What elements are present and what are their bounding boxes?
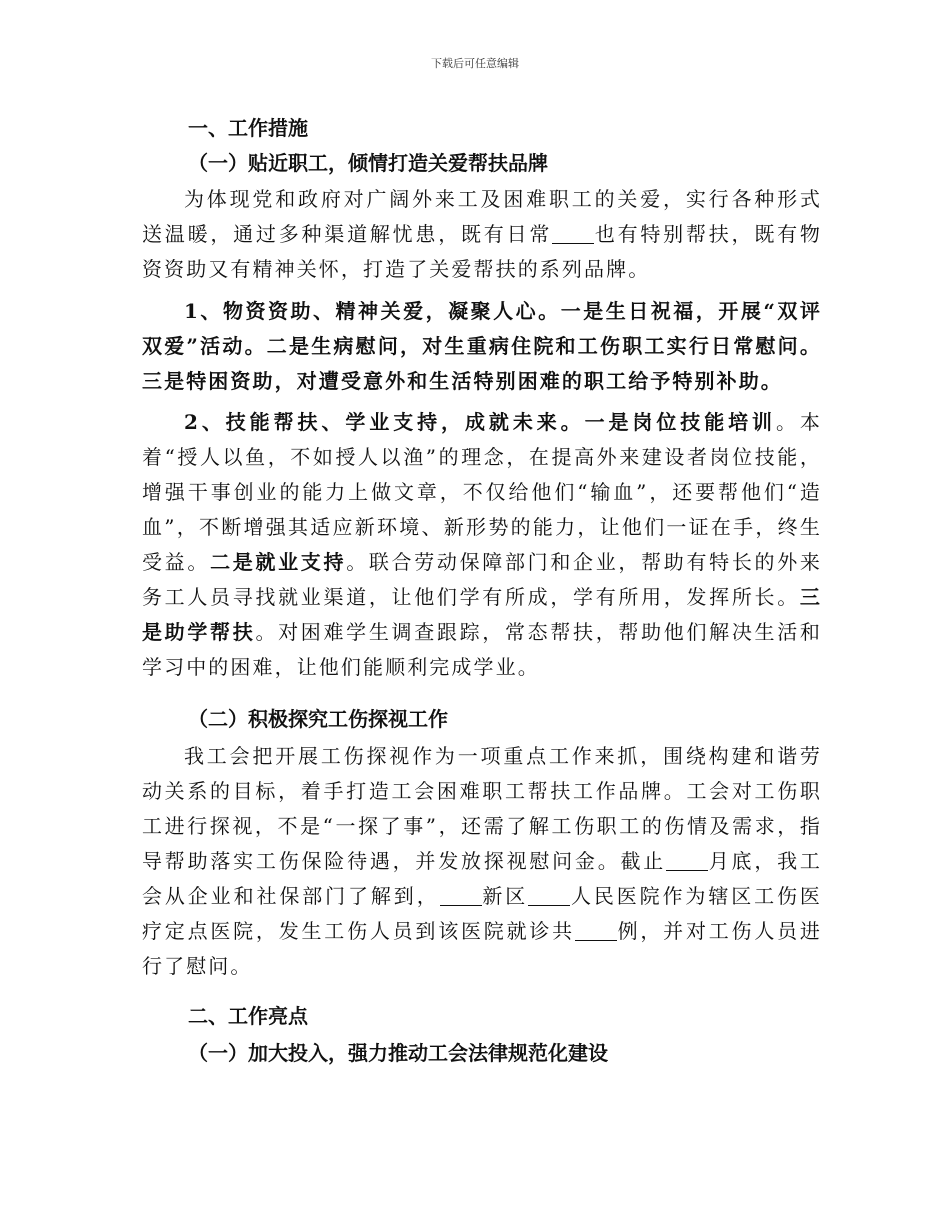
paragraph-4-text-c: 新区 bbox=[481, 884, 529, 908]
paragraph-4-text-d: 人民医院作为辖区工伤医疗定点医院，发生工伤人员到该医院就诊共 bbox=[142, 884, 822, 943]
paragraph-4-text-b: 月底，我工会从企业和社保部门了解到， bbox=[142, 849, 822, 908]
blank-field bbox=[528, 885, 570, 906]
blank-field bbox=[440, 885, 482, 906]
paragraph-2: 1、物资资助、精神关爱，凝聚人心。一是生日祝福，开展“双评双爱”活动。二是生病慰问，对生重病住院和工伤职工实行日常慰问。三是特困资助，对遭受意外和生活特别困难的职工给予特别补助。 bbox=[142, 299, 822, 393]
blank-field bbox=[575, 920, 617, 941]
paragraph-3-text-3: 。对困难学生调查跟踪，常态帮扶，帮助他们解决生活和学习中的困难，让他们能顺利完成学业。 bbox=[142, 620, 823, 679]
subsection-heading-2: （二）积极探究工伤探视工作 bbox=[188, 707, 448, 731]
paragraph-3-text-1: 。本着“授人以鱼，不如授人以渔”的理念，在提高外来建设者岗位技能，增强干事创业的能力上做文章，不仅给他们“输血”，还要帮他们“造血”，不断增强其适应新环境、新形势的能力，让他们一证在手，终生受益。 bbox=[142, 410, 822, 574]
section-heading-1: 一、工作措施 bbox=[188, 116, 308, 140]
paragraph-3-text-2: 。联合劳动保障部门和企业，帮助有特长的外来务工人员寻找就业渠道，让他们学有所成，学有所用，发挥所长。 bbox=[142, 550, 822, 609]
paragraph-4 bbox=[142, 739, 822, 984]
blank-field bbox=[666, 850, 708, 871]
paragraph-1-text-a: 为体现党和政府对广阔外来工及困难职工的关爱，实行各种形式送温暖，通过多种渠道解忧患，既有日常 bbox=[142, 187, 822, 246]
section-heading-2: 二、工作亮点 bbox=[188, 1004, 308, 1028]
paragraph-4-text-e: 例，并对工伤人员进行了慰问。 bbox=[142, 919, 822, 978]
paragraph-3 bbox=[142, 405, 822, 685]
paragraph-1-text-b: 也有特别帮扶，既有物资资助又有精神关怀，打造了关爱帮扶的系列品牌。 bbox=[142, 222, 822, 281]
paragraph-4-text-a: 我工会把开展工伤探视作为一项重点工作来抓，围绕构建和谐劳动关系的目标，着手打造工会困难职工帮扶工作品牌。工会对工伤职工进行探视，不是“一探了事”，还需了解工伤职工的伤情及需求，指导帮助落实工伤保险待遇，并发放探视慰问金。截止 bbox=[142, 744, 822, 873]
page-header: 下载后可任意编辑 bbox=[431, 57, 519, 70]
blank-field bbox=[552, 223, 594, 244]
subsection-heading-1: （一）贴近职工，倾情打造关爱帮扶品牌 bbox=[188, 151, 548, 175]
paragraph-3-bold-2: 二是就业支持 bbox=[210, 550, 347, 574]
paragraph-3-bold-3: 三是助学帮扶 bbox=[142, 585, 822, 644]
paragraph-3-bold-1: 2、技能帮扶、学业支持，成就未来。一是岗位技能培训 bbox=[184, 410, 776, 434]
subsection-heading-3: （一）加大投入，强力推动工会法律规范化建设 bbox=[188, 1041, 608, 1065]
paragraph-1 bbox=[142, 182, 822, 287]
